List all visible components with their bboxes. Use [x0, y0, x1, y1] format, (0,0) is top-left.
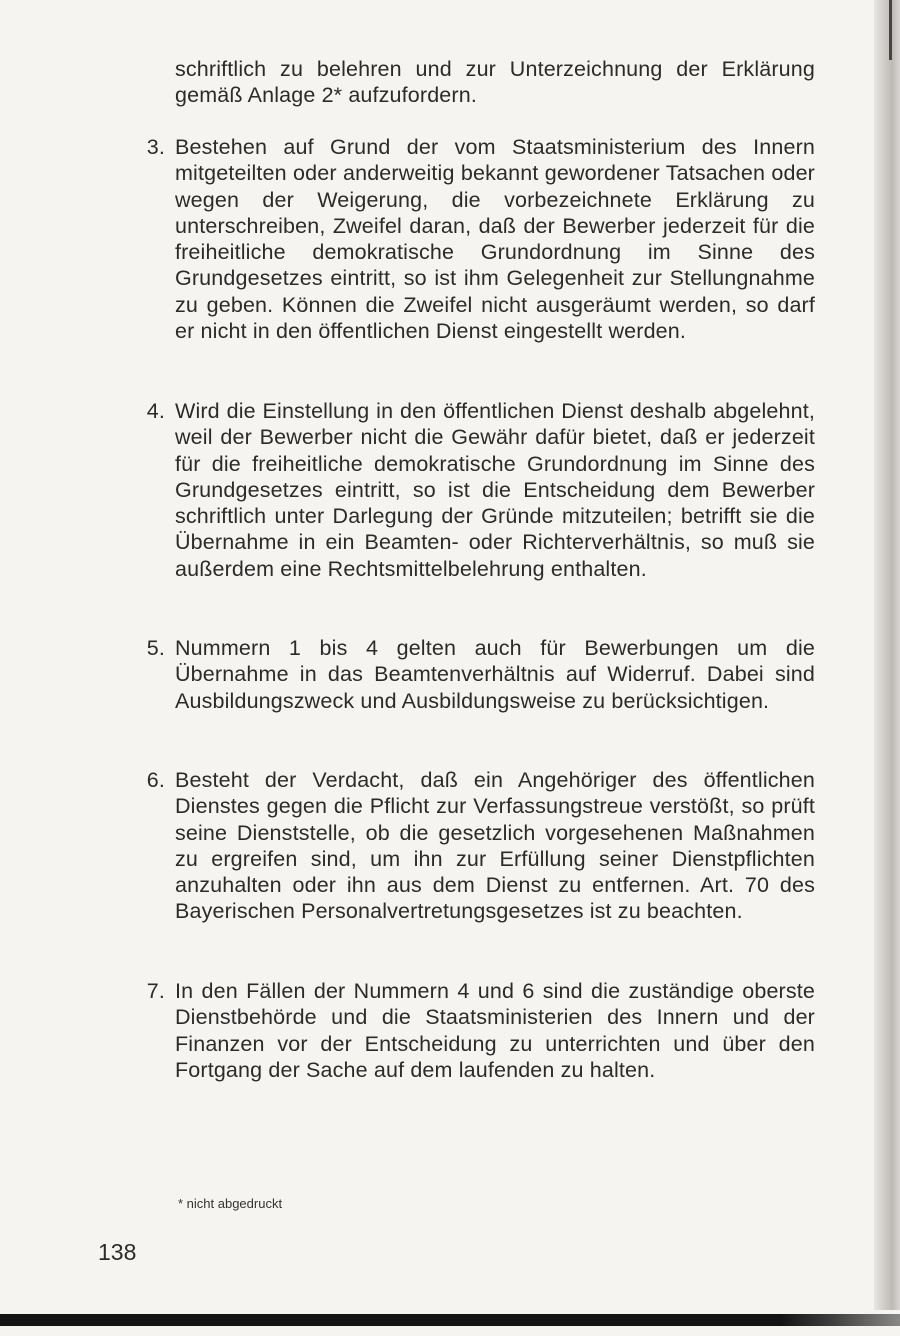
bottom-scan-bar-fade: [780, 1314, 900, 1326]
page-edge-shadow: [874, 0, 900, 1310]
item-number: 7.: [146, 979, 165, 1003]
intro-paragraph: schriftlich zu belehren und zur Unterzeichnung der Erklärung gemäß Anlage 2* aufzufordern.: [175, 57, 815, 108]
list-item: [146, 134, 815, 344]
item-text: Besteht der Verdacht, daß ein Angehöriger des öffentlichen Dienstes gegen die Pflicht zur Verfassungstreue verstößt, so prüft seine Dienststelle, ob die gesetzlich vorgesehenen Maßnahmen zu ergreifen sind, um ihn zur Erfüllung seiner Dienstpflichten anzuhalten oder ihn aus dem Dienst zu entfernen. Art. 70 des Bayerischen Personalvertretungsgesetzes ist zu beachten.: [175, 768, 815, 924]
edge-mark: [889, 0, 892, 60]
item-number: 6.: [146, 768, 165, 792]
item-text: Nummern 1 bis 4 gelten auch für Bewerbungen um die Übernahme in das Beamtenverhältnis auf Widerruf. Dabei sind Ausbildungszweck und Ausbildungsweise zu berücksichtigen.: [175, 636, 815, 713]
bottom-scan-bar: [0, 1314, 900, 1326]
list-item: [146, 767, 815, 925]
list-item: [146, 635, 815, 714]
item-number: 4.: [146, 399, 165, 423]
footnote: * nicht abgedruckt: [178, 1196, 283, 1211]
item-number: 3.: [146, 135, 165, 159]
list-item: [146, 978, 815, 1083]
page-number: 138: [98, 1239, 137, 1265]
item-number: 5.: [146, 636, 165, 660]
item-text: Wird die Einstellung in den öffentlichen Dienst deshalb abgelehnt, weil der Bewerber nicht die Gewähr dafür bietet, daß er jederzeit für die freiheitliche demokratische Grundordnung im Sinne des Grundgesetzes eintritt, so ist die Entscheidung dem Bewerber schriftlich unter Darlegung der Gründe mitzuteilen; betrifft sie die Übernahme in ein Beamten- oder Richterverhältnis, so muß sie außerdem eine Rechtsmittelbelehrung enthalten.: [175, 399, 815, 581]
item-text: Bestehen auf Grund der vom Staatsministerium des Innern mitgeteilten oder anderweitig bekannt gewordener Tatsachen oder wegen der Weigerung, die vorbezeichnete Erklärung zu unterschreiben, Zweifel daran, daß der Bewerber jederzeit für die freiheitliche demokratische Grundordnung im Sinne des Grundgesetzes eintritt, so ist ihm Gelegenheit zur Stellungnahme zu geben. Können die Zweifel nicht ausgeräumt werden, so darf er nicht in den öffentlichen Dienst eingestellt werden.: [175, 135, 815, 344]
list-item: [146, 398, 815, 582]
item-text: In den Fällen der Nummern 4 und 6 sind die zuständige oberste Dienstbehörde und die Staatsministerien des Innern und der Finanzen vor der Entscheidung zu unterrichten und über den Fortgang der Sache auf dem laufenden zu halten.: [175, 979, 815, 1082]
